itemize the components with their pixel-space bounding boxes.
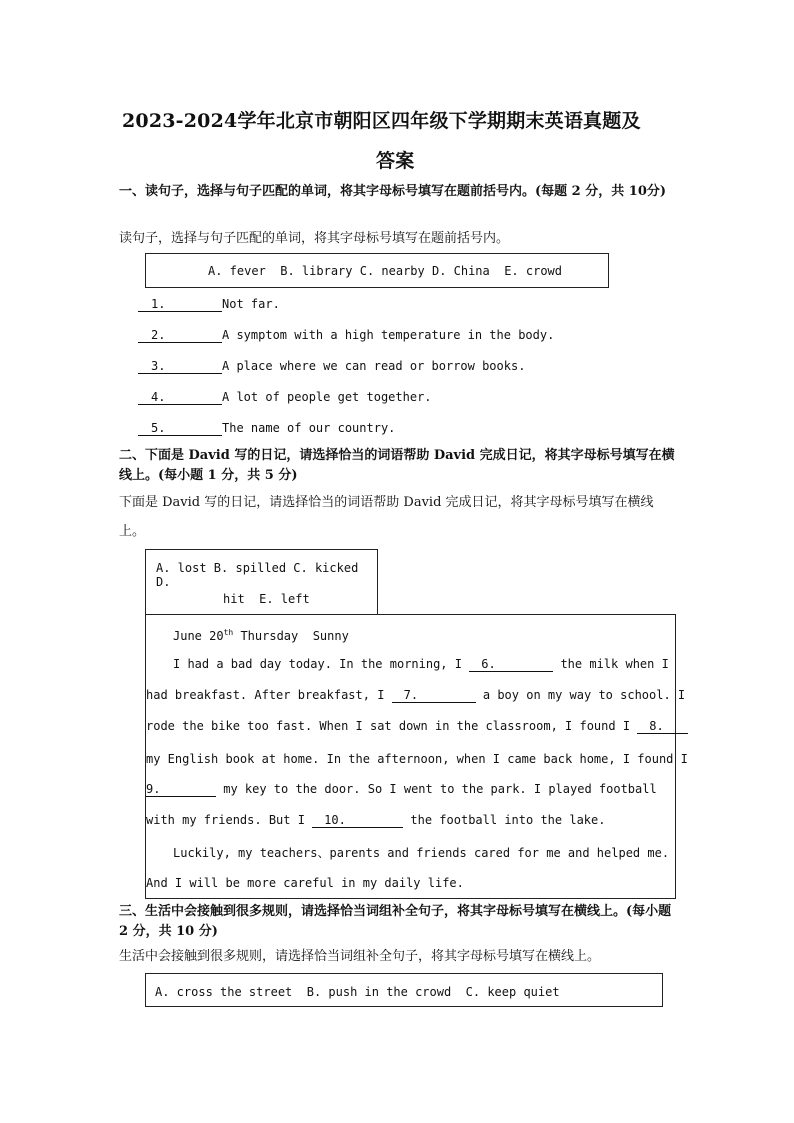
section2-instruction: 下面是 David 写的日记，请选择恰当的词语帮助 David 完成日记，将其字母标号填写在横线上。 — [119, 495, 654, 539]
section3-options-box — [145, 973, 663, 1007]
list-item — [138, 297, 280, 312]
list-item — [138, 390, 432, 405]
diary-line-6: with my friends. But I 10. the football into the lake. — [146, 813, 606, 827]
diary-date — [173, 628, 349, 643]
blank-9: 9. — [146, 782, 161, 796]
section2-options-line2: hit E. left — [223, 592, 310, 606]
question-text: A symptom with a high temperature in the body. — [222, 328, 555, 342]
diary-date-suffix: Thursday Sunny — [233, 629, 349, 643]
blank-10: 10. — [324, 813, 346, 827]
list-item — [138, 421, 395, 436]
section1-options-box — [145, 253, 609, 288]
page-title-line1: 2023-2024学年北京市朝阳区四年级下学期期末英语真题及 — [122, 110, 641, 132]
question-text: A lot of people get together. — [222, 390, 432, 404]
blank-7: 7. — [403, 688, 419, 702]
list-item — [138, 328, 554, 343]
question-number: 5. — [151, 421, 166, 435]
diary-line-3: rode the bike too fast. When I sat down in the classroom, I found I 8. — [146, 719, 688, 734]
diary-line-2: had breakfast. After breakfast, I 7. a boy on my way to school. I — [146, 688, 686, 702]
diary-line-5: 9. my key to the door. So I went to the park. I played football — [146, 782, 657, 796]
section1-instruction: 读句子，选择与句子匹配的单词，将其字母标号填写在题前括号内。 — [119, 231, 510, 246]
question-text: A place where we can read or borrow books. — [222, 359, 526, 373]
diary-box — [145, 614, 688, 899]
diary-date-sup: th — [223, 628, 234, 637]
section3-instruction: 生活中会接触到很多规则，请选择恰当词组补全句子，将其字母标号填写在横线上。 — [119, 949, 601, 964]
question-number: 3. — [151, 359, 166, 373]
diary-line-7: Luckily, my teachers、parents and friends cared for me and helped me. — [173, 846, 670, 860]
list-item — [138, 359, 525, 374]
diary-line-8: And I will be more careful in my daily life. — [146, 876, 464, 890]
section3-heading: 三、生活中会接触到很多规则，请选择恰当词组补全句子，将其字母标号填写在横线上。(每小题 2 分，共 10 分) — [119, 904, 672, 939]
blank-8: 8. — [649, 719, 664, 733]
page-title-line2: 答案 — [376, 150, 415, 172]
question-number: 1. — [151, 297, 166, 311]
section1-options: A. fever B. library C. nearby D. China E. crowd — [208, 264, 563, 278]
question-text: The name of our country. — [222, 421, 396, 435]
blank-6: 6. — [481, 657, 496, 671]
section2-options-box — [145, 549, 378, 615]
question-number: 2. — [151, 328, 166, 342]
section1-heading: 一、读句子，选择与句子匹配的单词，将其字母标号填写在题前括号内。(每题 2 分，共 10分) — [119, 184, 667, 199]
diary-line-1: I had a bad day today. In the morning, I 6. the milk when I — [173, 657, 669, 671]
section3-options: A. cross the street B. push in the crowd C. keep quiet — [155, 985, 560, 999]
question-text: Not far. — [222, 297, 280, 311]
diary-line-4: my English book at home. In the afternoon, when I came back home, I found I — [146, 752, 688, 766]
question-number: 4. — [151, 390, 166, 404]
section2-options-line1: A. lost B. spilled C. kicked D. — [156, 561, 359, 589]
section2-heading: 二、下面是 David 写的日记，请选择恰当的词语帮助 David 完成日记，将其字母标号填写在横线上。(每小题 1 分，共 5 分) — [119, 448, 675, 483]
diary-date-prefix: June 20 — [173, 629, 224, 643]
